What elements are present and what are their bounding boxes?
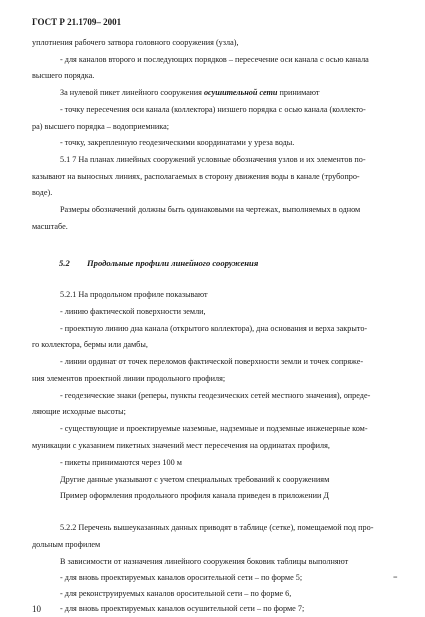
document-header-code: ГОСТ Р 21.1709– 2001 [32, 17, 122, 27]
text-line: го коллектора, бермы или дамбы, [32, 340, 148, 349]
text-line: - для реконструируемых каналов оросительной сети – по форме 6, [60, 589, 292, 598]
text-line: ния элементов проектной линии продольного профиля; [32, 374, 226, 383]
text-line: дольным профилем [32, 540, 101, 549]
text-line: - существующие и проектируемые наземные, надземные и подземные инженерные ком- [60, 424, 368, 433]
text-line: - линии ординат от точек переломов фактической поверхности земли и точек сопряже- [60, 357, 364, 366]
text-line: - для каналов второго и последующих порядков – пересечение оси канала с осью канала [60, 55, 369, 64]
text-line: воде). [32, 188, 53, 197]
text-line: - пикеты принимаются через 100 м [60, 458, 182, 467]
text-line: Другие данные указывают с учетом специальных требований к сооружениям [60, 475, 330, 484]
text-line: - точку пересечения оси канала (коллектора) низшего порядка с осью канала (коллекто- [60, 105, 366, 114]
section-title: Продольные профили линейного сооружения [87, 258, 259, 268]
text-line: 5.1 7 На планах линейных сооружений условные обозначения узлов и их элементов по- [60, 155, 366, 164]
text-line: - для вновь проектируемых каналов осушительной сети – по форме 7; [60, 604, 305, 613]
page-number: 10 [32, 604, 41, 614]
text-line: - геодезические знаки (реперы, пункты геодезических сетей местного значения), опреде- [60, 391, 371, 400]
margin-mark: = [393, 573, 398, 582]
text-line: - для вновь проектируемых каналов оросительной сети – по форме 5; [60, 573, 303, 582]
text-line: - проектную линию дна канала (открытого коллектора), дна основания и верха закрыто- [60, 324, 368, 333]
text-line: 5.2.2 Перечень вышеуказанных данных приводят в таблице (сетке), помещаемой под про- [60, 523, 374, 532]
text-line: ляющие исходные высоты; [32, 407, 126, 416]
text-line: В зависимости от назначения линейного сооружения боковик таблицы выполняют [60, 557, 349, 566]
text-line: высшего порядка. [32, 71, 95, 80]
text-line: - линию фактической поверхности земли, [60, 307, 206, 316]
text-line: 5.2.1 На продольном профиле показывают [60, 290, 208, 299]
section-number: 5.2 [59, 258, 70, 268]
text-line: муникации с указанием пикетных значений мест пересечения на ординатах профиля, [32, 441, 330, 450]
text-line: - точку, закрепленную геодезическими координатами у уреза воды. [60, 138, 295, 147]
text-line: ра) высшего порядка – водоприемника; [32, 122, 170, 131]
text-line: масштабе. [32, 222, 68, 231]
text-line: Размеры обозначений должны быть одинаковыми на чертежах, выполняемых в одном [60, 205, 361, 214]
text-line: казывают на выносных линиях, располагаемых в сторону движения воды в канале (трубопро- [32, 172, 360, 181]
text-line: уплотнения рабочего затвора головного сооружения (узла), [32, 38, 239, 47]
text-line-zero-picket [60, 88, 319, 98]
text-fragment: принимают [277, 88, 320, 97]
emphasis-text: осушительной сети [203, 88, 278, 97]
text-line: Пример оформления продольного профиля канала приведен в приложении Д [60, 491, 329, 500]
text-fragment: За нулевой пикет линейного сооружения [60, 88, 204, 97]
